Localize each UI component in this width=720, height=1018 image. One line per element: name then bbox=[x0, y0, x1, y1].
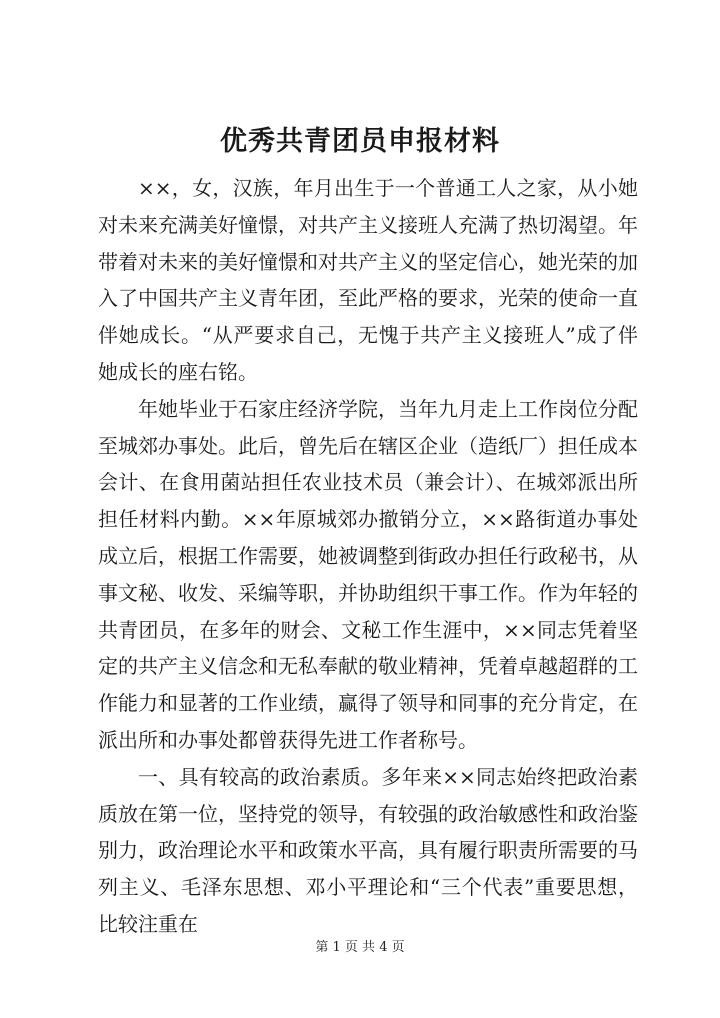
paragraph-career: 年她毕业于石家庄经济学院，当年九月走上工作岗位分配至城郊办事处。此后，曾先后在辖区企业（造纸厂）担任成本会计、在食用菌站担任农业技术员（兼会计）、在城郊派出所担任材料内勤。××年原城郊办撤销分立，××路街道办事处成立后，根据工作需要，她被调整到街政办担任行政秘书，从事文秘、收发、采编等职，并协助组织干事工作。作为年轻的共青团员，在多年的财会、文秘工作生涯中，××同志凭着坚定的共产主义信念和无私奉献的敬业精神，凭着卓越超群的工作能力和显著的工作业绩，赢得了领导和同事的充分肯定，在派出所和办事处都曾获得先进工作者称号。 bbox=[98, 396, 638, 752]
page-number-footer: 第 1 页 共 4 页 bbox=[315, 940, 405, 955]
paragraph-political-quality: 一、具有较高的政治素质。多年来××同志始终把政治素质放在第一位，坚持党的领导，有较强的政治敏感性和政治鉴别力，政治理论水平和政策水平高，具有履行职责所需要的马列主义、毛泽东思想、邓小平理论和“三个代表”重要思想，比较注重在 bbox=[98, 764, 638, 936]
paragraph-intro: ××，女，汉族，年月出生于一个普通工人之家，从小她对未来充满美好憧憬，对共产主义接班人充满了热切渴望。年带着对未来的美好憧憬和对共产主义的坚定信心，她光荣的加入了中国共产主义青年团，至此严格的要求，光荣的使命一直伴她成长。“从严要求自己，无愧于共产主义接班人”成了伴她成长的座右铭。 bbox=[98, 176, 638, 384]
document-title: 优秀共青团员申报材料 bbox=[220, 126, 500, 157]
document-body bbox=[98, 170, 638, 943]
